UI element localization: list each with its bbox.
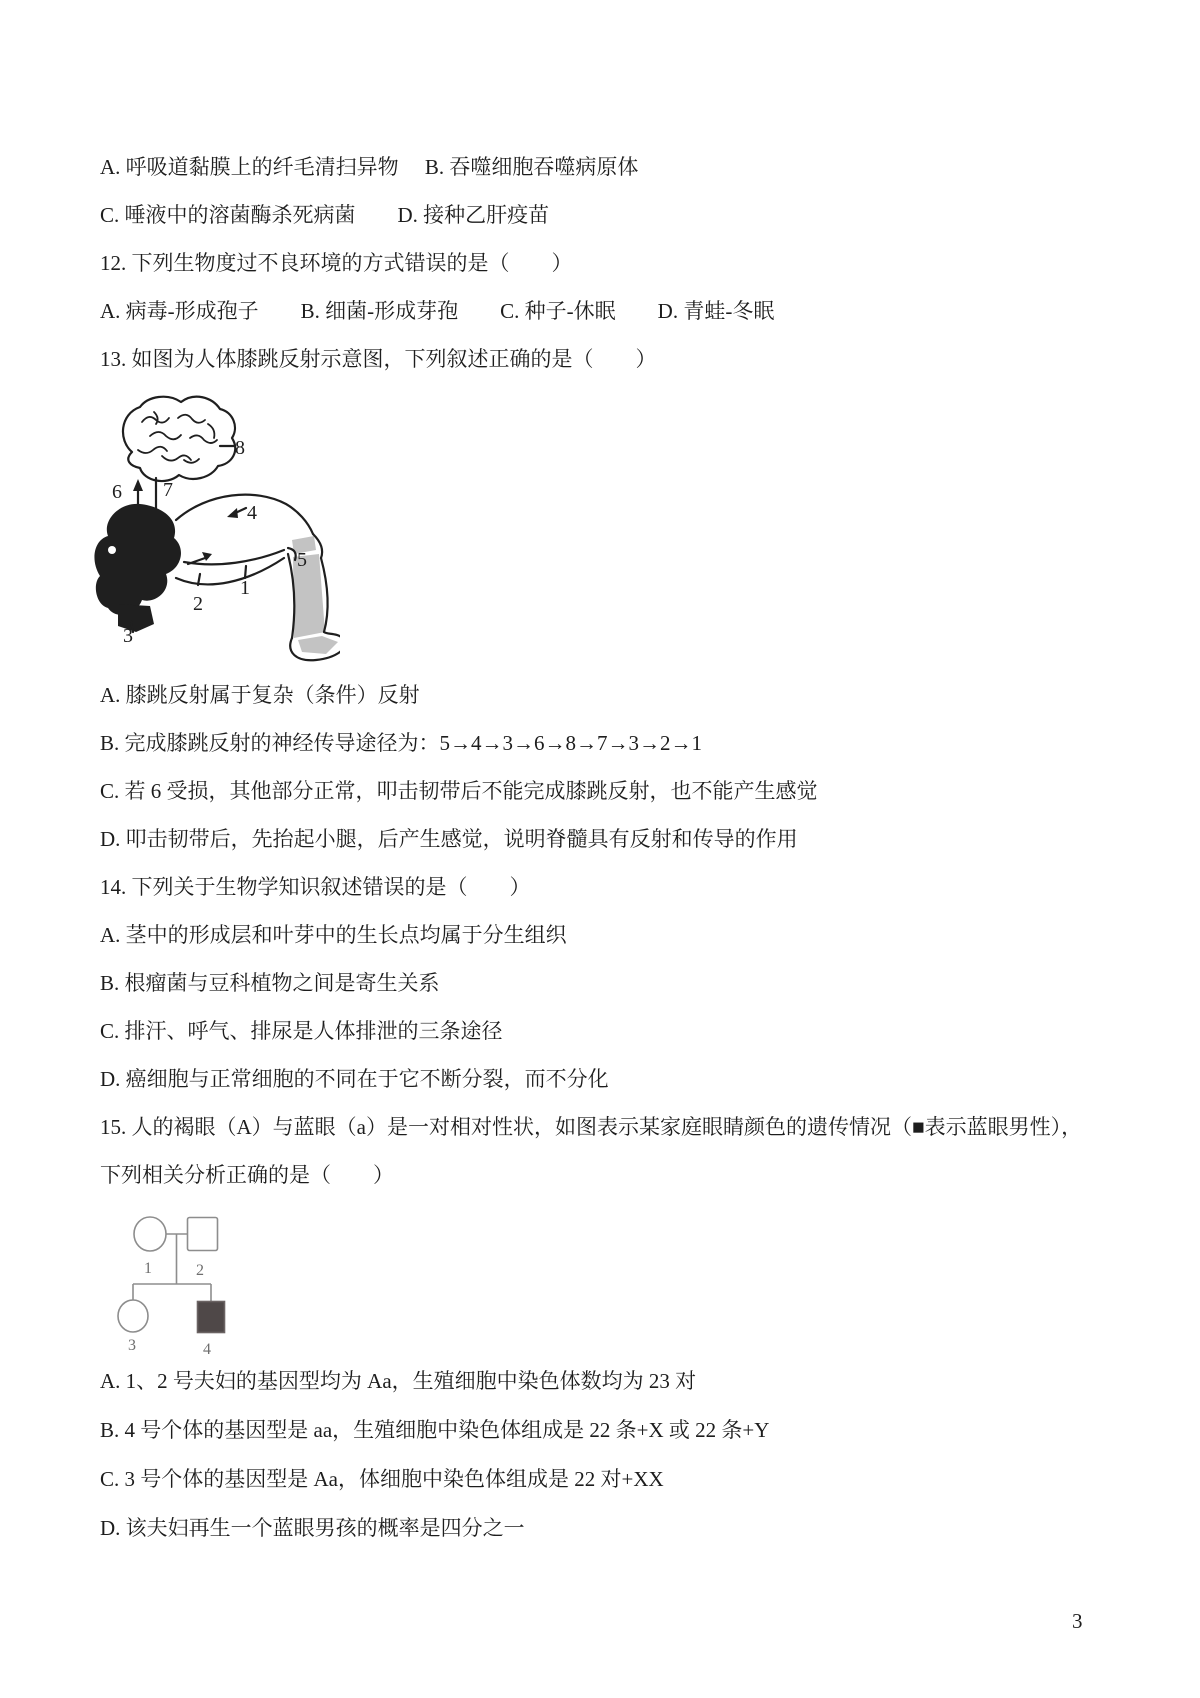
q11-options-cd: C. 唾液中的溶菌酶杀死病菌 D. 接种乙肝疫苗 xyxy=(100,203,550,227)
q13-option-d: D. 叩击韧带后，先抬起小腿，后产生感觉，说明脊髓具有反射和传导的作用 xyxy=(100,827,798,851)
pedigree-affected-male-4 xyxy=(198,1302,225,1333)
q13-option-c: C. 若 6 受损，其他部分正常，叩击韧带后不能完成膝跳反射，也不能产生感觉 xyxy=(100,779,818,803)
pedigree-label-2: 2 xyxy=(196,1262,204,1279)
figure-label-6: 6 xyxy=(112,481,122,503)
figure-label-8: 8 xyxy=(235,437,245,459)
q15-stem-line2: 下列相关分析正确的是（ ） xyxy=(100,1163,394,1187)
pedigree-female-1 xyxy=(134,1217,166,1251)
q15-option-d: D. 该夫妇再生一个蓝眼男孩的概率是四分之一 xyxy=(100,1516,525,1540)
knee-jerk-reflex-figure xyxy=(90,394,340,664)
figure-label-7: 7 xyxy=(163,479,173,501)
pedigree-label-1: 1 xyxy=(144,1260,152,1277)
q14-option-b: B. 根瘤菌与豆科植物之间是寄生关系 xyxy=(100,971,440,995)
brain-gyri-squiggles xyxy=(138,412,217,463)
q13-option-b: B. 完成膝跳反射的神经传导途径为：5→4→3→6→8→7→3→2→1 xyxy=(100,731,703,755)
figure-label-1: 1 xyxy=(240,577,250,599)
pedigree-label-4: 4 xyxy=(203,1341,211,1358)
brain-outline xyxy=(123,397,235,481)
page-number: 3 xyxy=(1072,1609,1083,1633)
q15-option-c: C. 3 号个体的基因型是 Aa，体细胞中染色体组成是 22 对+XX xyxy=(100,1467,664,1491)
spinal-muscle-blob xyxy=(94,504,181,615)
q15-stem-line1: 15. 人的褐眼（A）与蓝眼（a）是一对相对性状，如图表示某家庭眼睛颜色的遗传情况（■表示蓝眼男性）， xyxy=(100,1115,1083,1139)
q12-stem: 12. 下列生物度过不良环境的方式错误的是（ ） xyxy=(100,251,573,275)
q14-option-a: A. 茎中的形成层和叶芽中的生长点均属于分生组织 xyxy=(100,923,567,947)
arrow-4-head xyxy=(227,508,238,518)
q13-stem: 13. 如图为人体膝跳反射示意图，下列叙述正确的是（ ） xyxy=(100,347,657,371)
figure-label-4: 4 xyxy=(247,502,257,524)
figure-label-5: 5 xyxy=(297,549,307,571)
q14-stem: 14. 下列关于生物学知识叙述错误的是（ ） xyxy=(100,875,531,899)
q13-option-a: A. 膝跳反射属于复杂（条件）反射 xyxy=(100,683,420,707)
q15-option-a: A. 1、2 号夫妇的基因型均为 Aa，生殖细胞中染色体数均为 23 对 xyxy=(100,1369,697,1393)
q15-option-b: B. 4 号个体的基因型是 aa，生殖细胞中染色体组成是 22 条+X 或 22 条+Y xyxy=(100,1418,770,1442)
q14-option-c: C. 排汗、呼气、排尿是人体排泄的三条途径 xyxy=(100,1019,503,1043)
pedigree-male-2 xyxy=(188,1218,218,1251)
pedigree-figure xyxy=(110,1210,240,1360)
up-arrowhead xyxy=(133,479,143,491)
q12-options: A. 病毒-形成孢子 B. 细菌-形成芽孢 C. 种子-休眠 D. 青蛙-冬眠 xyxy=(100,299,775,323)
exam-content xyxy=(100,154,1180,1564)
figure-label-3: 3 xyxy=(123,625,133,647)
pedigree-label-3: 3 xyxy=(128,1337,136,1354)
blob-highlight xyxy=(108,546,116,554)
q14-option-d: D. 癌细胞与正常细胞的不同在于它不断分裂，而不分化 xyxy=(100,1067,609,1091)
q11-options-ab: A. 呼吸道黏膜上的纤毛清扫异物 B. 吞噬细胞吞噬病原体 xyxy=(100,155,639,179)
figure-label-2: 2 xyxy=(193,593,203,615)
pedigree-female-3 xyxy=(118,1300,148,1332)
